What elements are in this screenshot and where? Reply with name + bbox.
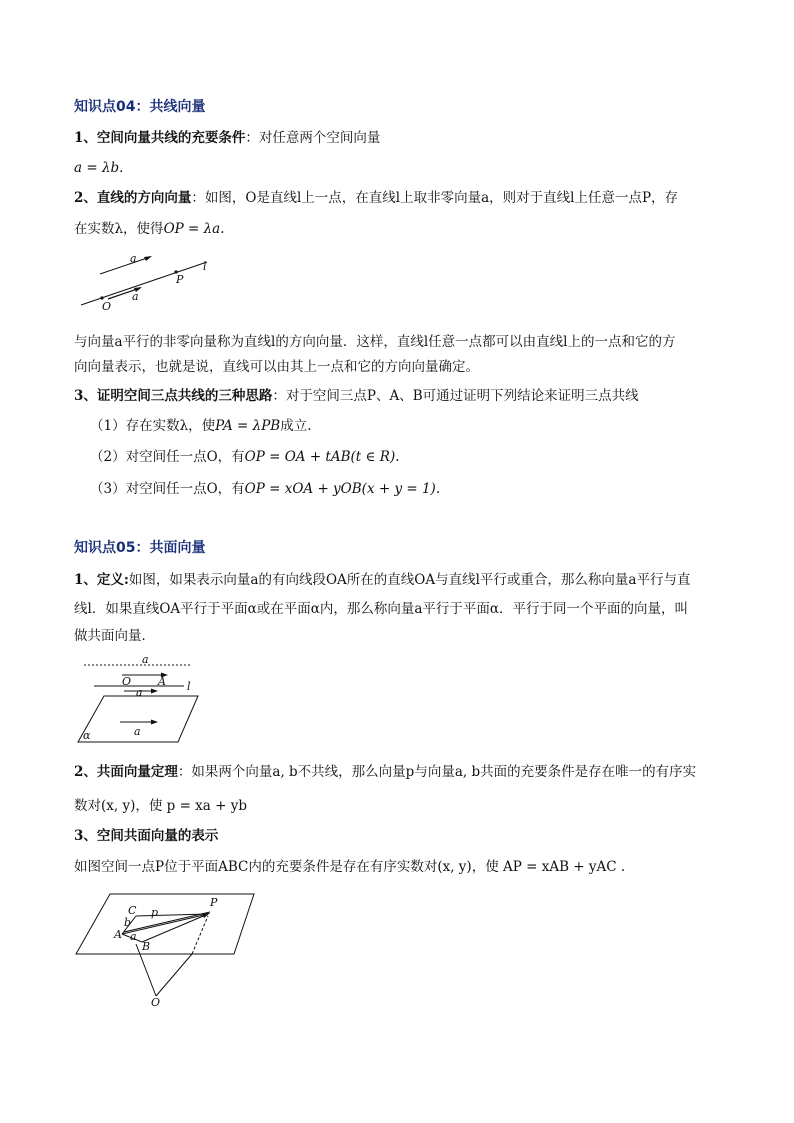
def-label: 1、定义: xyxy=(74,572,129,588)
item3-line1 xyxy=(74,386,639,406)
cond2-formula: OP = OA + tAB xyxy=(244,449,351,465)
fig2-label-a1: a xyxy=(142,653,149,666)
thm-label: 2、共面向量定理 xyxy=(74,764,178,780)
fig1-label-l: l xyxy=(203,260,207,273)
line-l xyxy=(81,262,207,305)
item1-label: 1、空间向量共线的充要条件 xyxy=(74,130,246,146)
fig3-label-C: C xyxy=(128,904,137,917)
fig2-label-l: l xyxy=(187,680,191,693)
rep-line1 xyxy=(74,857,625,877)
def-line1 xyxy=(74,570,690,590)
cond1-pre: （1）存在实数λ，使 xyxy=(90,418,216,434)
section-heading-kp04: 知识点04：共线向量 xyxy=(74,99,206,115)
item3-cond1 xyxy=(90,416,312,436)
item2-text2: 在实数λ，使得 xyxy=(74,221,164,237)
thm-line2 xyxy=(74,796,247,816)
item3-label: 3、证明空间三点共线的三种思路 xyxy=(74,388,273,404)
fig3-label-A: A xyxy=(114,928,122,941)
coplanar-figure xyxy=(74,653,214,743)
fig3-label-B: B xyxy=(142,940,151,953)
line-direction-figure xyxy=(80,252,220,312)
fig2-label-a2: a xyxy=(136,686,143,699)
item2-line1 xyxy=(74,188,678,208)
fig3-label-b: b xyxy=(124,916,132,929)
def-text3: 做共面向量． xyxy=(74,628,155,644)
item2-line2 xyxy=(74,219,225,239)
para-line1 xyxy=(74,332,676,352)
hidden-segment xyxy=(192,916,208,954)
segment-o-right xyxy=(156,954,192,996)
cond1-formula: PA = λPB xyxy=(215,418,281,434)
def-text1: 如图，如果表示向量a的有向线段OA所在的直线OA与直线l平行或重合，那么称向量a平行与直 xyxy=(128,572,691,588)
item2-label: 2、直线的方向向量 xyxy=(74,190,192,206)
cond3-post: (x + y = 1). xyxy=(361,481,441,497)
para-text1: 与向量a平行的非零向量称为直线l的方向向量．这样，直线l任意一点都可以由直线l上的一点和它的方 xyxy=(74,334,676,350)
item3-cond2 xyxy=(90,447,400,467)
thm-text2: 数对(x, y)，使 p = xa + yb xyxy=(74,798,248,814)
plane-abc-figure xyxy=(74,892,259,1007)
vector-a-top xyxy=(100,257,150,274)
cond1-post: 成立. xyxy=(280,418,312,434)
fig2-label-o: O xyxy=(122,675,132,688)
fig2-label-A: A xyxy=(158,675,166,688)
item2-formula: OP = λa. xyxy=(163,221,225,237)
para-text2: 向向量表示，也就是说，直线可以由其上一点和它的方向向量确定。 xyxy=(74,359,479,375)
cond3-formula: OP = xOA + yOB xyxy=(244,481,362,497)
arrowhead xyxy=(151,689,158,694)
def-line3 xyxy=(74,626,155,646)
para-line2 xyxy=(74,357,479,377)
fig1-label-a-bottom: a xyxy=(132,290,139,303)
section-heading-kp05: 知识点05：共面向量 xyxy=(74,540,206,556)
rep-label: 3、空间共面向量的表示 xyxy=(74,828,219,844)
fig1-label-a-top: a xyxy=(130,252,137,265)
fig2-label-a3: a xyxy=(134,725,141,738)
fig3-label-O: O xyxy=(151,996,161,1009)
item3-text: ：对于空间三点P、A、B可通过证明下列结论来证明三点共线 xyxy=(272,388,639,404)
item2-text: ：如图，O是直线l上一点，在直线l上取非零向量a，则对于直线l上任意一点P，存 xyxy=(191,190,679,206)
cond2-post: (t ∈ R). xyxy=(350,449,400,465)
fig3-label-P: P xyxy=(210,896,218,909)
thm-line1 xyxy=(74,762,696,782)
item1-line1 xyxy=(74,128,380,148)
fig3-label-a: a xyxy=(130,930,137,943)
fig2-label-alpha: α xyxy=(83,729,91,742)
def-line2 xyxy=(74,599,688,619)
rep-label-line xyxy=(74,826,218,846)
arrowhead xyxy=(151,720,158,725)
item1-text: ：对任意两个空间向量 xyxy=(245,130,381,146)
arrowhead xyxy=(144,256,152,261)
cond2-pre: （2）对空间任一点O，有 xyxy=(90,449,245,465)
thm-text1: ：如果两个向量a, b不共线，那么向量p与向量a, b共面的充要条件是存在唯一的有序实 xyxy=(177,764,697,780)
fig3-label-p: p xyxy=(151,906,159,919)
item1-formula xyxy=(74,158,123,178)
fig1-label-p: P xyxy=(176,273,184,286)
fig1-label-o: O xyxy=(102,300,112,313)
item1-formula-text: a = λb. xyxy=(74,160,124,176)
def-text2: 线l．如果直线OA平行于平面α或在平面α内，那么称向量a平行于平面α．平行于同一个平面的向量，叫 xyxy=(74,601,689,617)
cond3-pre: （3）对空间任一点O，有 xyxy=(90,481,245,497)
rep-text1: 如图空间一点P位于平面ABC内的充要条件是存在有序实数对(x, y)，使 AP = xAB + yAC . xyxy=(74,859,626,875)
item3-cond3 xyxy=(90,479,440,499)
